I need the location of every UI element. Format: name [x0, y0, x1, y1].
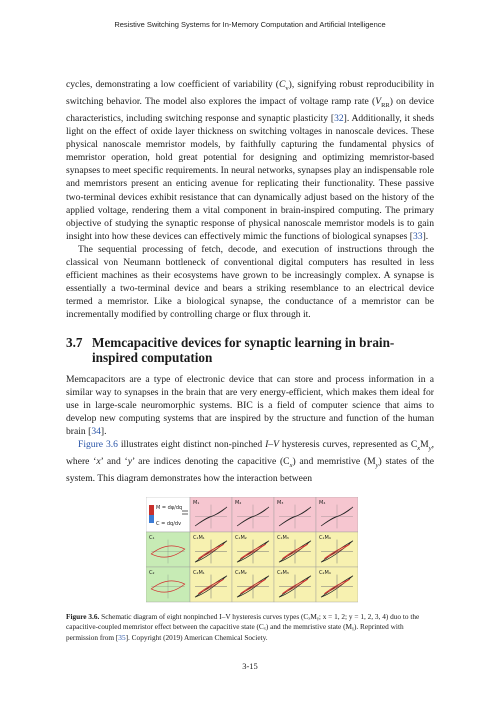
caption-text: Schematic diagram of eight nonpinched I–V hysteresis curves types (CₓMᵧ; x = 1, 2; y = 1, 2, 3, 4) duo to the capacitive-coupled memristor effect between the capacitive state (Cₓ) and the memristive state (Mᵧ). Reprinted with permission from [ — [66, 612, 420, 642]
text-run: M — [420, 438, 429, 450]
page-number: 3-15 — [242, 661, 258, 671]
text-run: ) states of the system. This diagram demonstrates how the interaction between — [66, 455, 435, 484]
text-run: ]. — [100, 425, 107, 437]
figure-hysteresis-diagram — [146, 497, 358, 603]
section-number: 3.7 — [66, 334, 83, 350]
cv-symbol: C — [279, 79, 286, 90]
memristance-equation: M = dφ/dq — [156, 505, 183, 511]
citation-link[interactable]: 35 — [118, 632, 126, 642]
iv-symbol: I–V — [265, 438, 279, 450]
row-label: C₁ — [149, 535, 155, 541]
section-title: Memcapacitive devices for synaptic learning in brain-inspired computation — [92, 334, 395, 365]
column-label: M₂ — [235, 500, 242, 506]
capacitance-equation: C = dq/dv — [156, 521, 182, 527]
caption-label: Figure 3.6. — [66, 612, 100, 621]
figure-caption — [66, 612, 434, 643]
cell-label: C₂M₃ — [277, 570, 289, 576]
y-index: y — [127, 455, 132, 467]
cell-label: C₁M₁ — [193, 535, 205, 541]
column-label: M₃ — [277, 500, 284, 506]
text-run: illustrates eight distinct non-pinched — [117, 438, 266, 450]
paragraph-2: The sequential processing of fetch, decode, and execution of instructions through the classical von Neumann bottleneck of conventional digital computers has resulted in less efficient machines as their ecosystems have grown to be increasingly complex. A synapse is essentially a two-terminal device and bears a striking resemblance to an electrical device termed a memristor. Like a biological synapse, the conductance of a memristor can be incrementally modified by controlling charge or flux through it. — [66, 243, 434, 321]
cell-label: C₁M₄ — [319, 535, 331, 541]
paragraph-4 — [66, 438, 434, 485]
vrr-symbol: V — [375, 96, 382, 107]
text-run: ) and memristive (M — [292, 455, 376, 467]
text-run: ), signifying robust reproducibility in switching behavior. The model also explores the impact of voltage ramp rate ( — [66, 79, 435, 107]
section-heading — [66, 335, 434, 365]
figure-link[interactable]: Figure 3.6 — [78, 438, 118, 450]
column-label: M₁ — [193, 500, 200, 506]
running-header: Resistive Switching Systems for In-Memory Computation and Artificial Intelligence — [114, 20, 386, 29]
x-subscript: x — [289, 461, 293, 469]
y-subscript: y — [375, 461, 379, 469]
cell-label: C₁M₃ — [277, 535, 289, 541]
text-run: ) on device characteristics, including switching response and synaptic plasticity [ — [66, 96, 434, 124]
cell-label: C₁M₂ — [235, 535, 247, 541]
column-label: M₄ — [319, 500, 326, 506]
text-run: cycles, demonstrating a low coefficient of variability ( — [66, 79, 280, 90]
paragraph-3 — [66, 373, 434, 438]
cell-label: C₂M₄ — [319, 570, 331, 576]
x-subscript: x — [417, 444, 421, 452]
text-run: Memcapacitors are a type of electronic device that can store and process information in a similar way to synapses in the brain that are very energy-efficient, which makes them ideal for use in large-scale neuromorphic systems. BIC is a field of computer science that aims to develop new computing systems that are inspired by the structure and function of the human brain [ — [66, 373, 434, 437]
text-run: ]. — [422, 230, 429, 242]
paragraph-1 — [66, 78, 434, 243]
text-run: ]. Additionally, it sheds light on the effect of oxide layer thickness on switching voltages in nanoscale devices. These physical nanoscale memristor models, by faithfully capturing the fundamental physics of memristor operation, hold great potential for designing and optimizing memristor-based synapses to meet specific requirements. In neural networks, synapses play an indispensable role and memristors present an enticing avenue for replicating their functionality. These passive two-terminal devices exhibit resistance that can dynamically adjust based on the history of the applied voltage, rendering them a vital component in brain-inspired computing. The primary objective of studying the synaptic response of physical nanoscale memristor models is to gain insight into how these devices can effectively mimic the functions of biological synapses [ — [66, 113, 434, 242]
y-subscript: y — [428, 444, 432, 452]
main-text — [66, 78, 434, 485]
text-run: , where ‘ — [66, 438, 434, 467]
row-label: C₂ — [149, 570, 155, 576]
memristor-icon-part — [149, 515, 154, 523]
citation-link[interactable]: 33 — [412, 230, 423, 242]
x-index: x — [96, 455, 101, 467]
text-run: ’ are indices denoting the capacitive (C — [131, 455, 290, 467]
vrr-subscript: RR — [381, 101, 390, 109]
cell-label: C₂M₁ — [193, 570, 205, 576]
cell-label: C₂M₂ — [235, 570, 247, 576]
text-run: ’ and ‘ — [100, 455, 128, 467]
caption-text: ]. Copyright (2019) American Chemical Society. — [125, 632, 268, 642]
citation-link[interactable]: 34 — [91, 425, 101, 437]
citation-link[interactable]: 32 — [334, 113, 344, 124]
cv-subscript: v — [285, 84, 289, 92]
text-run: hysteresis curves, represented as C — [278, 438, 418, 450]
